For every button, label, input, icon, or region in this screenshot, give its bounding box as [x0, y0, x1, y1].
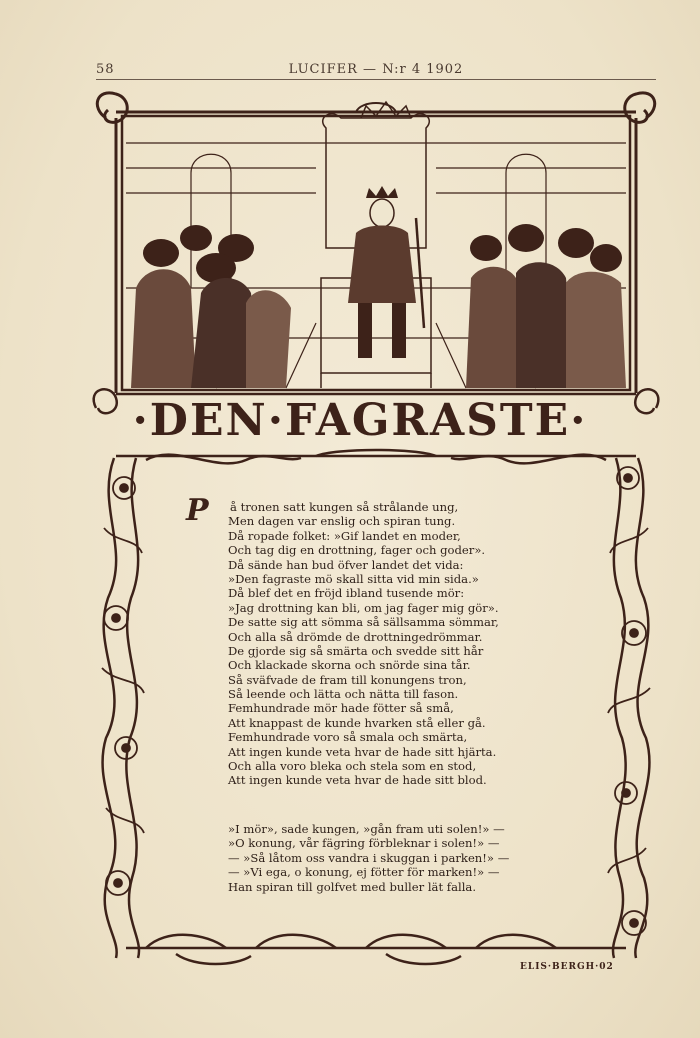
poem-line: Så leende och lätta och nätta till fason. [228, 687, 459, 702]
poem-line: »Den fagraste mö skall sitta vid min sida.» [228, 571, 479, 586]
poem-line: De satte sig att sömma så sällsamma sömmar, [228, 615, 499, 630]
poem-title: ·DEN·FAGRASTE· [132, 395, 588, 446]
poem-line: Och alla så drömde de drottningedrömmar. [228, 629, 483, 644]
running-title: LUCIFER — N:r 4 1902 [288, 62, 464, 77]
throne-room-scene [126, 102, 626, 388]
poem-line: »O konung, vår fägring förbleknar i solen!» — [228, 836, 500, 851]
poem-line: Femhundrade mör hade fötter så små, [228, 701, 454, 716]
poem-line: »I mör», sade kungen, »gån fram uti solen!» — [228, 822, 505, 836]
poem-line: Och klackade skorna och snörde sina tår. [228, 658, 471, 673]
poem-line: Så sväfvade de fram till konungens tron, [228, 672, 467, 687]
page-number: 58 [96, 62, 115, 77]
poem-line: Att ingen kunde veta hvar de hade sitt blod. [228, 773, 487, 788]
poem-line: Men dagen var enslig och spiran tung. [228, 514, 456, 529]
poem-line: Att ingen kunde veta hvar de hade sitt hjärta. [228, 744, 497, 759]
poem-line: Då blef det en fröjd ibland tusende mör: [228, 586, 465, 601]
artist-signature: ELIS·BERGH·02 [520, 962, 614, 972]
page-header [96, 60, 656, 82]
poem-line: Då sände han bud öfver landet det vida: [228, 557, 464, 572]
stanza-2 [186, 822, 509, 894]
poem-line: Att knappast de kunde hvarken stå eller gå. [228, 715, 486, 730]
poem-line: Och tag dig en drottning, fager och goder». [228, 543, 486, 558]
poem-line: — »Så låtom oss vandra i skuggan i parken!» — [228, 850, 510, 865]
poem-line: »Jag drottning kan bli, om jag fager mig gör». [228, 600, 499, 615]
stanza-1 [186, 500, 499, 788]
poem-line: å tronen satt kungen så strålande ung, [230, 500, 459, 514]
poem-line: Femhundrade voro så smala och smärta, [228, 730, 468, 745]
poem-line: Han spiran till golfvet med buller lät falla. [228, 879, 477, 894]
drop-cap: P [186, 493, 209, 528]
poem-line: De gjorde sig så smärta och svedde sitt hår [228, 643, 484, 658]
poem-line: Då ropade folket: »Gif landet en moder, [228, 528, 461, 543]
header-rule [96, 79, 656, 80]
poem-line: Och alla voro bleka och stela som en stod, [228, 759, 477, 774]
poem-line: — »Vi ega, o konung, ej fötter för marken!» — [228, 865, 500, 880]
